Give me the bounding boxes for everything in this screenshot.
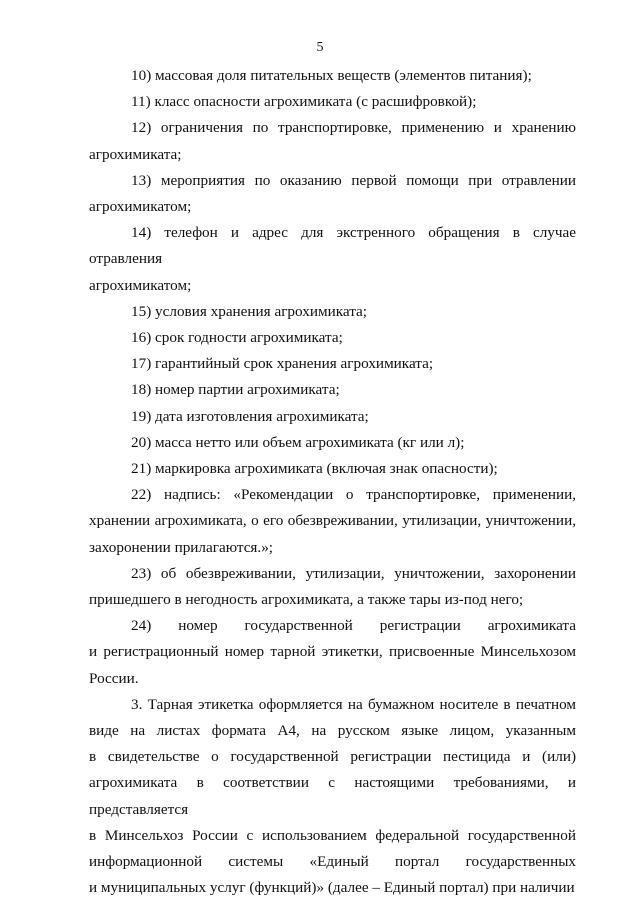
text-line: 15) условия хранения агрохимиката; <box>131 302 367 320</box>
text-line: 3. Тарная этикетка оформляется на бумажном носителе в печатном <box>131 695 576 713</box>
text-line: и регистрационный номер тарной этикетки, присвоенные Минсельхозом <box>89 643 576 661</box>
text-line: 22) надпись: «Рекомендации о транспортировке, применении, <box>131 486 576 504</box>
list-item <box>89 351 576 377</box>
list-item <box>89 63 576 89</box>
list-item <box>89 115 576 167</box>
text-line: 20) масса нетто или объем агрохимиката (кг или л); <box>131 433 465 451</box>
document-body <box>89 63 576 902</box>
text-line: виде на листах формата А4, на русском языке лицом, указанным <box>89 722 576 740</box>
text-line: захоронении прилагаются.»; <box>89 538 274 556</box>
text-line: агрохимикатом; <box>89 198 192 216</box>
list-item <box>89 220 576 299</box>
text-line: пришедшего в негодность агрохимиката, а также тары из-под него; <box>89 591 524 609</box>
text-line: агрохимикатом; <box>89 276 192 294</box>
list-item <box>89 325 576 351</box>
list-item <box>89 168 576 220</box>
list-item <box>89 456 576 482</box>
list-item <box>89 299 576 325</box>
list-item <box>89 561 576 613</box>
list-item <box>89 482 576 561</box>
list-item <box>89 404 576 430</box>
text-line: России. <box>89 669 139 687</box>
text-line: 10) массовая доля питательных веществ (элементов питания); <box>131 67 532 84</box>
text-line: агрохимиката в соответствии с настоящими требованиями, и представляется <box>89 774 576 818</box>
paragraph <box>89 692 576 902</box>
text-line: 13) мероприятия по оказанию первой помощи при отравлении <box>131 171 576 189</box>
list-item <box>89 430 576 456</box>
text-line: в Минсельхоз России с использованием федеральной государственной <box>89 826 576 844</box>
text-line: агрохимиката; <box>89 145 182 163</box>
text-line: 24) номер государственной регистрации агрохимиката <box>131 617 576 635</box>
list-item <box>89 613 576 692</box>
text-line: в свидетельстве о государственной регистрации пестицида и (или) <box>89 748 576 766</box>
text-line: 16) срок годности агрохимиката; <box>131 329 343 347</box>
list-item <box>89 89 576 115</box>
list-item <box>89 377 576 403</box>
text-line: 18) номер партии агрохимиката; <box>131 381 340 399</box>
page-number: 5 <box>316 40 324 55</box>
text-line: 23) об обезвреживании, утилизации, уничтожении, захоронении <box>131 564 576 582</box>
text-line: 21) маркировка агрохимиката (включая знак опасности); <box>131 460 498 478</box>
text-line: 14) телефон и адрес для экстренного обращения в случае отравления <box>89 224 576 268</box>
text-line: 17) гарантийный срок хранения агрохимиката; <box>131 355 434 373</box>
text-line: 12) ограничения по транспортировке, применению и хранению <box>131 119 576 137</box>
text-line: 19) дата изготовления агрохимиката; <box>131 407 369 425</box>
text-line: хранении агрохимиката, о его обезвреживании, утилизации, уничтожении, <box>89 512 576 530</box>
text-line: и муниципальных услуг (функций)» (далее – Единый портал) при наличии <box>89 879 575 897</box>
text-line: 11) класс опасности агрохимиката (с расшифровкой); <box>131 93 477 111</box>
text-line: информационной системы «Единый портал государственных <box>89 853 576 871</box>
